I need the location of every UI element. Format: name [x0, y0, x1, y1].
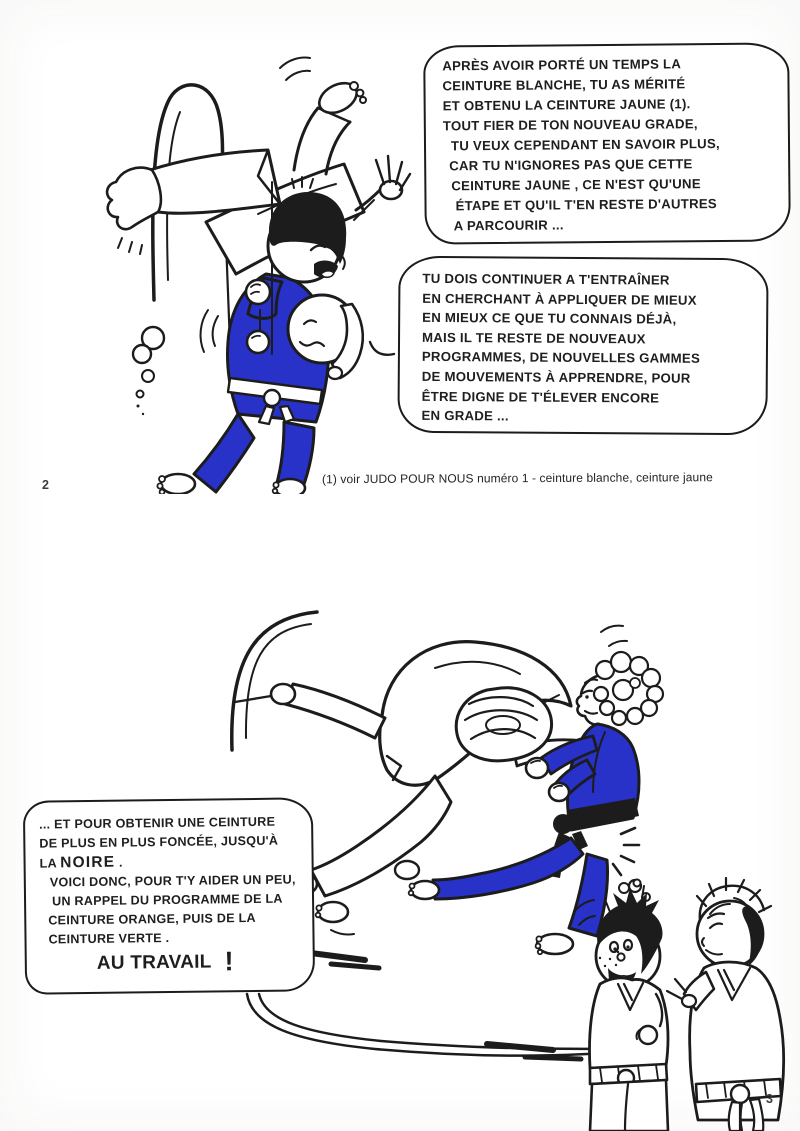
bubble-line: CEINTURE JAUNE , CE N'EST QU'UNE	[451, 176, 701, 194]
bubble-line: EN CHERCHANT À APPLIQUER DE MIEUX	[422, 290, 697, 308]
speech-bubble-grade	[423, 42, 791, 244]
bubble-line: ÉTAPE ET QU'IL T'EN RESTE D'AUTRES	[455, 196, 718, 214]
bubble-line: APRÈS AVOIR PORTÉ UN TEMPS LA	[442, 56, 682, 74]
bubble-line: CAR TU N'IGNORES PAS QUE CETTE	[449, 156, 693, 174]
curly-hair	[594, 652, 663, 725]
bubble-line: ... ET POUR OBTENIR UNE CEINTURE	[39, 814, 276, 832]
bold-word-noire: NOIRE	[60, 853, 116, 872]
spectators-drawing	[548, 872, 795, 1131]
page-number-2: 2	[42, 478, 49, 492]
bubble-line: DE MOUVEMENTS À APPRENDRE, POUR	[421, 368, 691, 386]
bubble-line: EN GRADE ...	[421, 408, 509, 424]
speech-bubble-training	[397, 256, 768, 436]
exclamation-mark: !	[224, 946, 234, 977]
bubble-line: UN RAPPEL DU PROGRAMME DE LA	[51, 891, 283, 909]
bubble-line: EN MIEUX CE QUE TU CONNAIS DÉJÀ,	[422, 310, 677, 327]
bubble-line: TU DOIS CONTINUER A T'ENTRAÎNER	[422, 270, 670, 288]
bubble-line: CEINTURE ORANGE, PUIS DE LA	[48, 910, 256, 928]
speech-bubble-belts	[23, 797, 315, 995]
bubble-line: CEINTURE BLANCHE, TU AS MÉRITÉ	[442, 76, 686, 94]
bubble-line: VOICI DONC, POUR T'Y AIDER UN PEU,	[49, 872, 296, 890]
bubble-line: PROGRAMMES, DE NOUVELLES GAMMES	[421, 349, 701, 367]
bubble-line: ÊTRE DIGNE DE T'ÉLEVER ENCORE	[421, 388, 660, 406]
shoulder-throw-drawing	[58, 42, 418, 494]
bubble-line: CEINTURE VERTE .	[48, 930, 170, 947]
bubble-line: TOUT FIER DE TON NOUVEAU GRADE,	[442, 116, 698, 134]
page-number-3: 3	[766, 1092, 773, 1106]
bubble-line: LA NOIRE .	[39, 853, 123, 872]
bubble-line: DE PLUS EN PLUS FONCÉE, JUSQU'À	[39, 833, 279, 851]
footnote: (1) voir JUDO POUR NOUS numéro 1 - ceinture blanche, ceinture jaune	[321, 470, 713, 487]
bubble-line: ET OBTENU LA CEINTURE JAUNE (1).	[442, 96, 691, 114]
call-to-action: AU TRAVAIL !	[96, 946, 234, 977]
bubble-line: MAIS IL TE RESTE DE NOUVEAUX	[422, 329, 646, 347]
bubble-line: A PARCOURIR ...	[453, 217, 564, 234]
bubble-line: TU VEUX CEPENDANT EN SAVOIR PLUS,	[450, 136, 720, 154]
